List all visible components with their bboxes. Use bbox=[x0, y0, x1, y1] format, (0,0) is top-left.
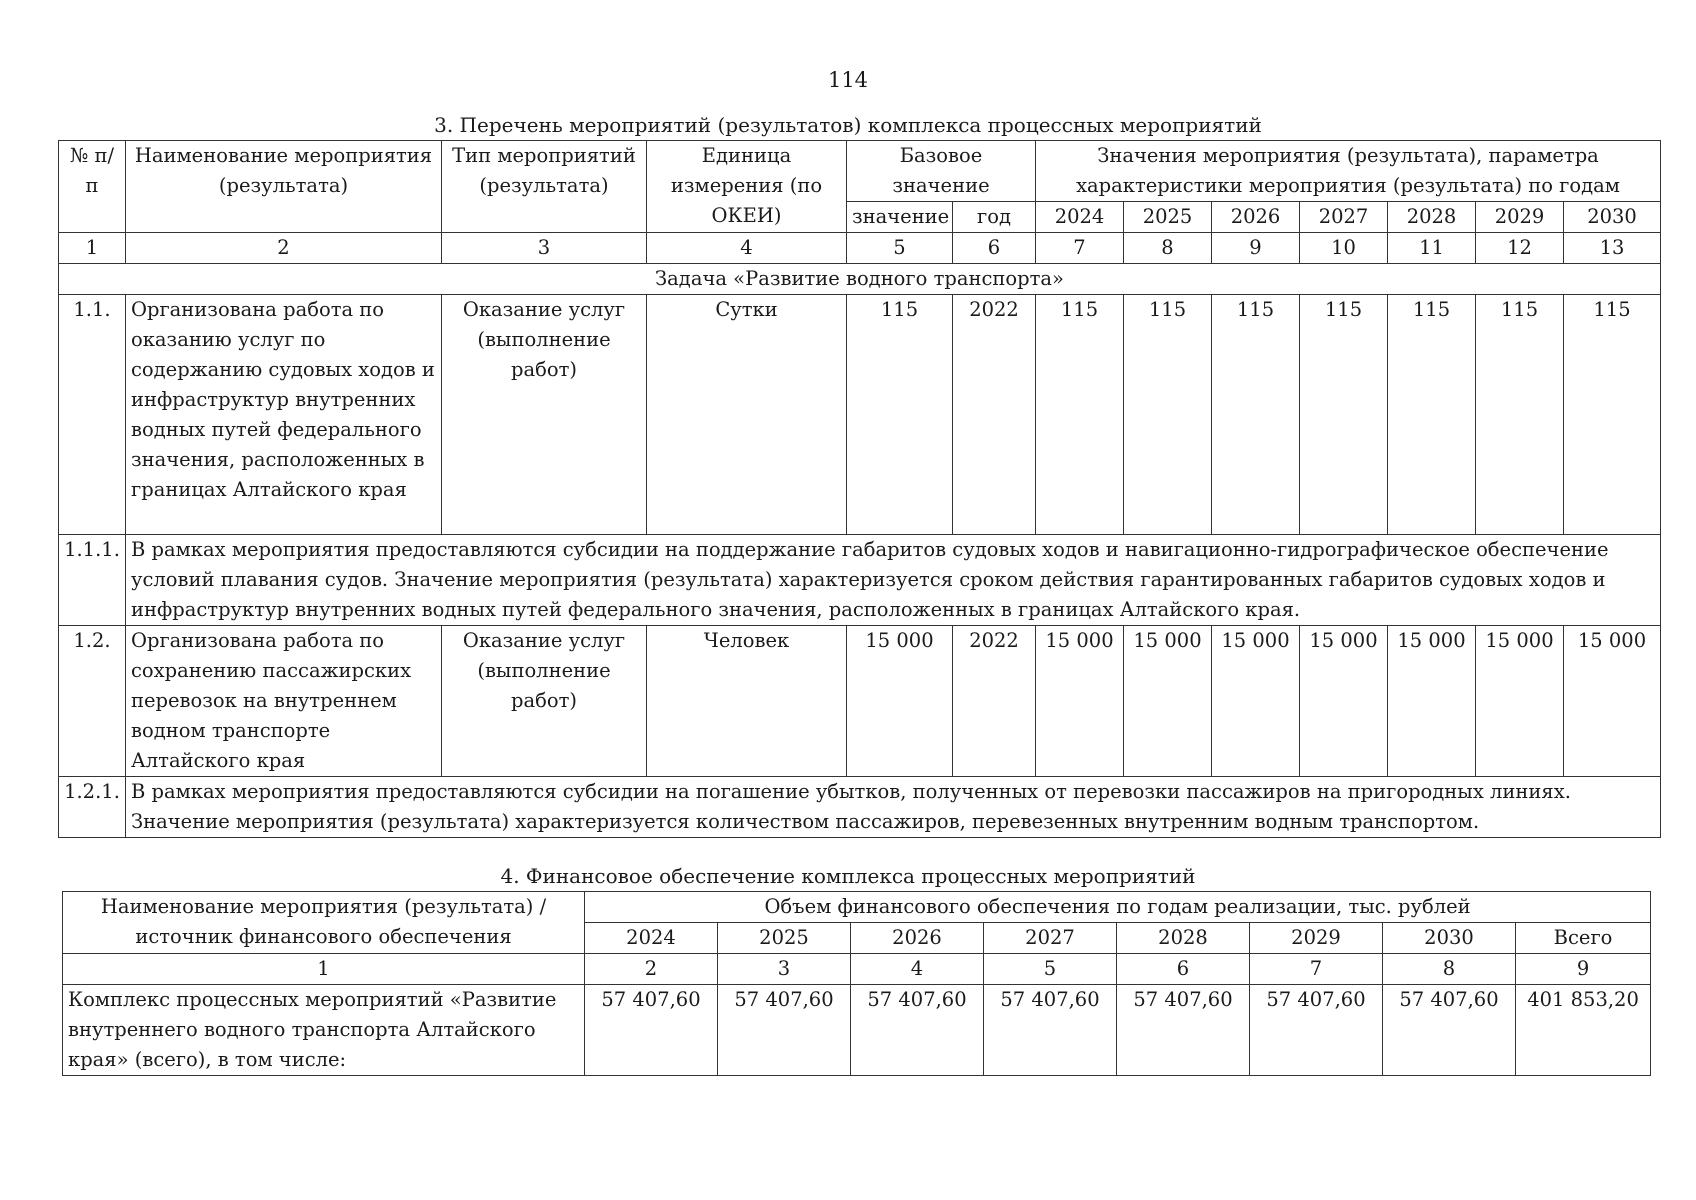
row-unit: Человек bbox=[647, 626, 847, 777]
col-number: 5 bbox=[847, 233, 953, 264]
fin-col-number: 4 bbox=[851, 954, 984, 985]
fin-header-year: 2030 bbox=[1383, 923, 1516, 954]
row-name: Организована работа по сохранению пассажирских перевозок на внутреннем водном транспорте Алтайского края bbox=[126, 626, 442, 777]
row-value: 115 bbox=[1388, 295, 1476, 535]
header-year: 2027 bbox=[1300, 202, 1388, 233]
col-number: 1 bbox=[59, 233, 126, 264]
col-number: 13 bbox=[1564, 233, 1661, 264]
row-type: Оказание услуг (выполнение работ) bbox=[442, 626, 647, 777]
col-number: 2 bbox=[126, 233, 442, 264]
row-value: 15 000 bbox=[1476, 626, 1564, 777]
header-base-year: год bbox=[953, 202, 1036, 233]
fin-row-value: 57 407,60 bbox=[851, 985, 984, 1076]
fin-row-value: 57 407,60 bbox=[1117, 985, 1250, 1076]
section4-title: 4. Финансовое обеспечение комплекса процессных мероприятий bbox=[500, 864, 1196, 888]
fin-header-year: 2028 bbox=[1117, 923, 1250, 954]
row-num: 1.1. bbox=[59, 295, 126, 535]
row-value: 115 bbox=[1212, 295, 1300, 535]
header-year: 2029 bbox=[1476, 202, 1564, 233]
header-year: 2026 bbox=[1212, 202, 1300, 233]
col-number: 3 bbox=[442, 233, 647, 264]
col-number: 12 bbox=[1476, 233, 1564, 264]
section3-title: 3. Перечень мероприятий (результатов) комплекса процессных мероприятий bbox=[434, 113, 1262, 137]
fin-col-number: 7 bbox=[1250, 954, 1383, 985]
row-value: 115 bbox=[1036, 295, 1124, 535]
row-note: В рамках мероприятия предоставляются субсидии на погашение убытков, полученных от перевозки пассажиров на пригородных линиях. Значение мероприятия (результата) характеризуется количеством пассажиров, перевезенных внутренним водным транспортом. bbox=[126, 777, 1661, 838]
fin-header-volume: Объем финансового обеспечения по годам реализации, тыс. рублей bbox=[585, 892, 1651, 923]
finance-table bbox=[62, 891, 1651, 1076]
fin-row-value: 57 407,60 bbox=[1250, 985, 1383, 1076]
fin-header-name: Наименование мероприятия (результата) / источник финансового обеспечения bbox=[63, 892, 585, 954]
row-value: 15 000 bbox=[1124, 626, 1212, 777]
header-year: 2024 bbox=[1036, 202, 1124, 233]
row-value: 115 bbox=[1124, 295, 1212, 535]
fin-col-number: 2 bbox=[585, 954, 718, 985]
fin-header-year: 2025 bbox=[718, 923, 851, 954]
fin-col-number: 9 bbox=[1516, 954, 1651, 985]
row-name: Организована работа по оказанию услуг по содержанию судовых ходов и инфраструктур внутренних водных путей федерального значения, расположенных в границах Алтайского края bbox=[126, 295, 442, 535]
header-type: Тип мероприятий (результата) bbox=[442, 141, 647, 233]
page-number: 114 bbox=[827, 68, 869, 92]
row-value: 15 000 bbox=[1212, 626, 1300, 777]
header-num: № п/п bbox=[59, 141, 126, 233]
row-num: 1.1.1. bbox=[59, 535, 126, 626]
header-base-value: значение bbox=[847, 202, 953, 233]
fin-col-number: 5 bbox=[984, 954, 1117, 985]
col-number: 8 bbox=[1124, 233, 1212, 264]
col-number: 7 bbox=[1036, 233, 1124, 264]
fin-col-number: 6 bbox=[1117, 954, 1250, 985]
measures-table bbox=[58, 140, 1661, 838]
fin-col-number: 1 bbox=[63, 954, 585, 985]
fin-header-year: 2029 bbox=[1250, 923, 1383, 954]
header-year: 2028 bbox=[1388, 202, 1476, 233]
table-row bbox=[59, 535, 1661, 626]
row-value: 115 bbox=[1564, 295, 1661, 535]
col-number: 4 bbox=[647, 233, 847, 264]
row-value: 15 000 bbox=[1388, 626, 1476, 777]
header-values: Значения мероприятия (результата), параметра характеристики мероприятия (результата) по годам bbox=[1036, 141, 1661, 202]
row-base-year: 2022 bbox=[953, 626, 1036, 777]
header-base: Базовое значение bbox=[847, 141, 1036, 202]
col-number: 11 bbox=[1388, 233, 1476, 264]
table-row bbox=[59, 295, 1661, 535]
fin-header-year: 2027 bbox=[984, 923, 1117, 954]
fin-col-number: 3 bbox=[718, 954, 851, 985]
row-value: 115 bbox=[1476, 295, 1564, 535]
table-row bbox=[59, 626, 1661, 777]
fin-row-value: 57 407,60 bbox=[718, 985, 851, 1076]
task-row: Задача «Развитие водного транспорта» bbox=[59, 264, 1661, 295]
fin-row-value: 57 407,60 bbox=[1383, 985, 1516, 1076]
row-value: 15 000 bbox=[1300, 626, 1388, 777]
fin-row-value: 57 407,60 bbox=[984, 985, 1117, 1076]
header-year: 2025 bbox=[1124, 202, 1212, 233]
table-row bbox=[63, 985, 1651, 1076]
row-base-value: 115 bbox=[847, 295, 953, 535]
row-base-value: 15 000 bbox=[847, 626, 953, 777]
row-note: В рамках мероприятия предоставляются субсидии на поддержание габаритов судовых ходов и навигационно-гидрографическое обеспечение условий плавания судов. Значение мероприятия (результата) характеризуется сроком действия гарантированных габаритов судовых ходов и инфраструктур внутренних водных путей федерального значения, расположенных в границах Алтайского края. bbox=[126, 535, 1661, 626]
fin-row-total: 401 853,20 bbox=[1516, 985, 1651, 1076]
col-number: 6 bbox=[953, 233, 1036, 264]
fin-row-value: 57 407,60 bbox=[585, 985, 718, 1076]
row-value: 115 bbox=[1300, 295, 1388, 535]
row-value: 15 000 bbox=[1036, 626, 1124, 777]
fin-row-name: Комплекс процессных мероприятий «Развитие внутреннего водного транспорта Алтайского края» (всего), в том числе: bbox=[63, 985, 585, 1076]
row-num: 1.2. bbox=[59, 626, 126, 777]
row-type: Оказание услуг (выполнение работ) bbox=[442, 295, 647, 535]
col-number: 9 bbox=[1212, 233, 1300, 264]
fin-header-year: 2026 bbox=[851, 923, 984, 954]
fin-col-number: 8 bbox=[1383, 954, 1516, 985]
row-num: 1.2.1. bbox=[59, 777, 126, 838]
row-unit: Сутки bbox=[647, 295, 847, 535]
row-value: 15 000 bbox=[1564, 626, 1661, 777]
row-base-year: 2022 bbox=[953, 295, 1036, 535]
header-name: Наименование мероприятия (результата) bbox=[126, 141, 442, 233]
header-year: 2030 bbox=[1564, 202, 1661, 233]
fin-header-total: Всего bbox=[1516, 923, 1651, 954]
header-unit: Единица измерения (по ОКЕИ) bbox=[647, 141, 847, 233]
fin-header-year: 2024 bbox=[585, 923, 718, 954]
table-row bbox=[59, 777, 1661, 838]
col-number: 10 bbox=[1300, 233, 1388, 264]
